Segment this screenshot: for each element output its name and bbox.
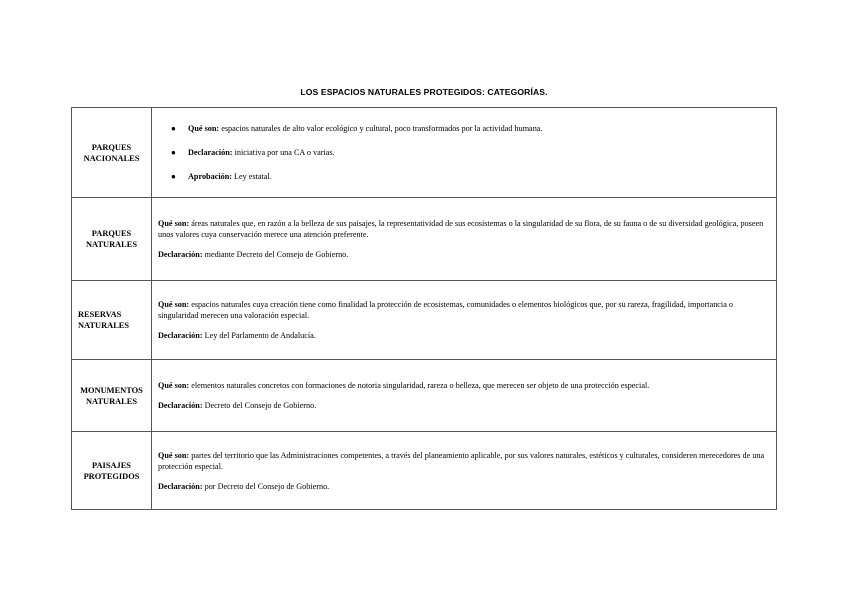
declaration-text: Ley del Parlamento de Andalucía. — [202, 331, 316, 340]
item-text: espacios naturales de alto valor ecológico y cultural, poco transformados por la actividad humana. — [219, 124, 543, 133]
category-label-line1: RESERVAS — [78, 310, 122, 319]
list-item — [171, 123, 772, 134]
item-label: Aprobación: — [188, 172, 232, 181]
category-label-line1: MONUMENTOS — [80, 385, 143, 395]
list-item — [171, 171, 772, 182]
category-cell — [72, 108, 152, 198]
declaration-label: Declaración: — [158, 331, 203, 340]
definition-text: áreas naturales que, en razón a la belleza de sus paisajes, la representatividad de sus ecosistemas o la singularidad de su flora, de su fauna o de su diversidad geológica, poseen unos valores cuya conservación merece una atención preferente. — [158, 219, 764, 239]
table-row — [72, 360, 777, 432]
category-label-line1: PARQUES — [91, 142, 132, 152]
categories-table — [71, 107, 777, 510]
category-cell — [72, 360, 152, 432]
description-cell — [152, 432, 777, 510]
definition-paragraph — [158, 218, 772, 240]
declaration-text: Decreto del Consejo de Gobierno. — [202, 401, 317, 410]
category-label-line2: NATURALES — [78, 321, 130, 330]
declaration-label: Declaración: — [158, 481, 203, 491]
bullet-list — [158, 123, 772, 182]
declaration-text: mediante Decreto del Consejo de Gobierno. — [202, 250, 349, 259]
description-cell — [152, 108, 777, 198]
item-text: Ley estatal. — [231, 172, 272, 181]
item-label: Declaración: — [188, 148, 233, 157]
category-cell — [72, 198, 152, 281]
declaration-label: Declaración: — [158, 250, 203, 259]
category-label-line2: NACIONALES — [83, 153, 140, 163]
declaration-paragraph — [158, 249, 772, 260]
description-cell — [152, 281, 777, 360]
item-text: iniciativa por una CA o varias. — [232, 148, 335, 157]
bullet-icon: ● — [171, 172, 176, 181]
declaration-label: Declaración: — [158, 401, 203, 410]
category-label-line2: NATURALES — [85, 396, 138, 406]
declaration-paragraph — [158, 400, 772, 411]
table-row — [72, 108, 777, 198]
description-cell — [152, 198, 777, 281]
category-label-line1: PAISAJES — [92, 460, 131, 470]
bullet-icon: ● — [171, 124, 176, 133]
table-row — [72, 198, 777, 281]
category-cell — [72, 281, 152, 360]
definition-paragraph — [158, 450, 772, 472]
definition-label: Qué son: — [158, 219, 190, 228]
definition-paragraph — [158, 380, 772, 391]
definition-text: elementos naturales concretos con formaciones de notoria singularidad, rareza o belleza, que merecen ser objeto de una protección especial. — [189, 381, 650, 390]
definition-text: espacios naturales cuya creación tiene como finalidad la protección de ecosistemas, comunidades o elementos biológicos que, por su rareza, fragilidad, importancia o singularidad merecen una valoración especial. — [158, 300, 733, 320]
definition-label: Qué son: — [158, 450, 190, 460]
bullet-icon: ● — [171, 148, 176, 157]
table-row — [72, 281, 777, 360]
category-label-line2: NATURALES — [85, 240, 138, 249]
category-cell — [72, 432, 152, 510]
item-label: Qué son: — [188, 124, 220, 133]
declaration-paragraph — [158, 481, 772, 492]
document-title: LOS ESPACIOS NATURALES PROTEGIDOS: CATEGORÍAS. — [300, 87, 548, 97]
definition-label: Qué son: — [158, 300, 190, 309]
category-label-line1: PARQUES — [91, 229, 132, 238]
declaration-paragraph — [158, 330, 772, 341]
description-cell — [152, 360, 777, 432]
list-item — [171, 147, 772, 158]
definition-text: partes del territorio que las Administraciones competentes, a través del planeamiento aplicable, por sus valores naturales, estéticos y culturales, consideren merecedores de una protección especial. — [158, 450, 765, 471]
category-label-line2: PROTEGIDOS — [83, 471, 140, 481]
definition-paragraph — [158, 299, 772, 321]
table-row — [72, 432, 777, 510]
definition-label: Qué son: — [158, 381, 190, 390]
declaration-text: por Decreto del Consejo de Gobierno. — [202, 481, 330, 491]
